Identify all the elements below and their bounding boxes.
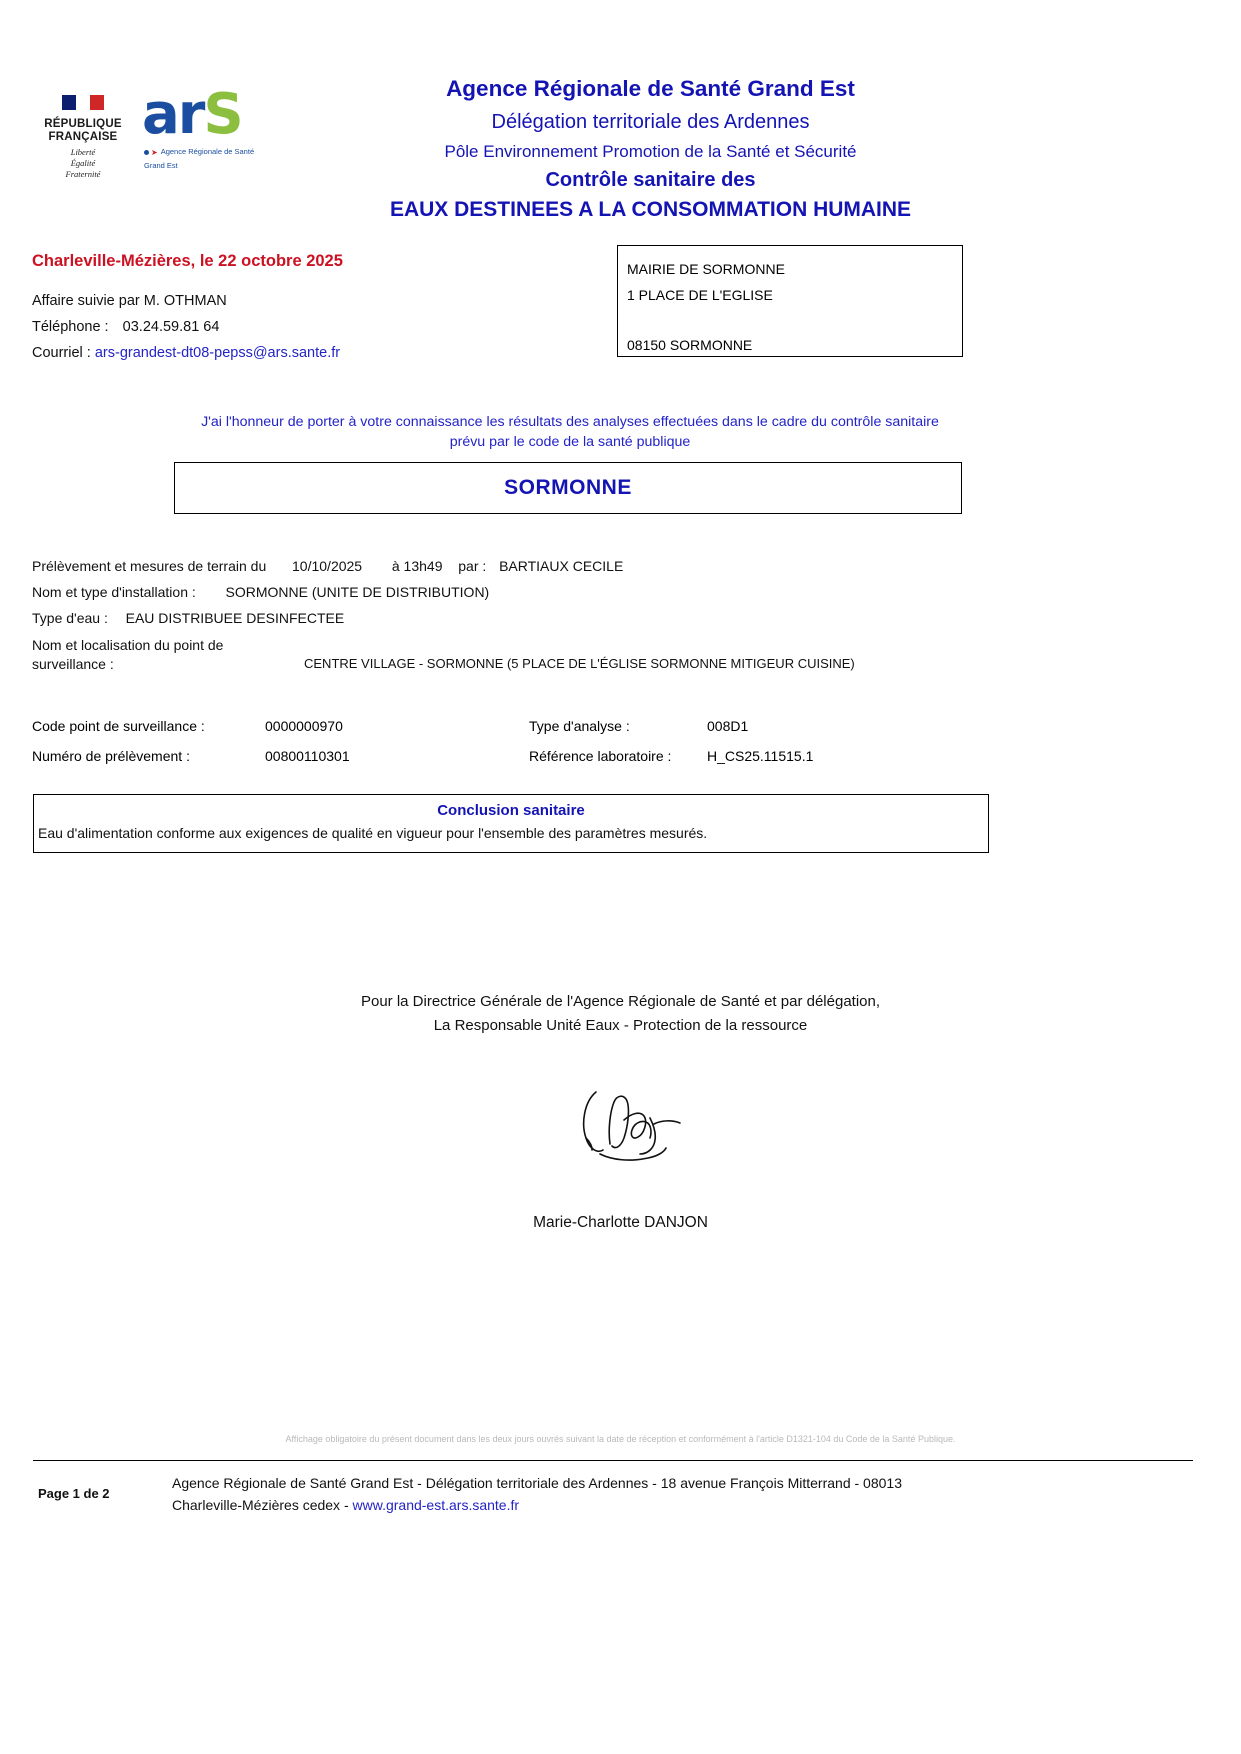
phone-row	[32, 314, 340, 340]
dot-icon	[144, 150, 149, 155]
republic-motto-fraternite: Fraternité	[65, 168, 101, 179]
prelevement-time: à 13h49	[391, 558, 443, 574]
surveillance-point-value: CENTRE VILLAGE - SORMONNE (5 PLACE DE L'ÉGLISE SORMONNE MITIGEUR CUISINE)	[304, 656, 855, 671]
footer-website-link[interactable]: www.grand-est.ars.sante.fr	[352, 1497, 520, 1513]
header-subtitle-eaux: EAUX DESTINEES A LA CONSOMMATION HUMAINE	[389, 197, 912, 221]
republic-name-line2: FRANÇAISE	[48, 131, 118, 144]
field-prelevement	[32, 558, 1032, 584]
installation-value: SORMONNE (UNITE DE DISTRIBUTION)	[225, 584, 490, 600]
signature-role-line: La Responsable Unité Eaux - Protection de la ressource	[433, 1017, 808, 1034]
ars-region: Grand Est	[144, 161, 178, 170]
lab-ref-value: H_CS25.11515.1	[707, 748, 814, 764]
signatory-name: Marie-Charlotte DANJON	[533, 1214, 708, 1231]
recipient-line-2: 1 PLACE DE L'EGLISE	[627, 287, 773, 303]
signature-image-wrap	[0, 1080, 1241, 1210]
code-point-label: Code point de surveillance :	[32, 718, 205, 734]
email-label: Courriel :	[32, 345, 91, 361]
letter-date: Charleville-Mézières, le 22 octobre 2025	[32, 252, 343, 270]
recipient-line-1: MAIRIE DE SORMONNE	[627, 261, 785, 277]
footer-divider	[33, 1460, 1193, 1461]
republic-motto-liberte: Liberté	[70, 147, 96, 158]
code-row-1	[32, 718, 1032, 748]
commune-box	[174, 462, 962, 514]
code-point-value: 0000000970	[265, 718, 343, 734]
code-fields	[32, 718, 1032, 778]
analysis-type-label: Type d'analyse :	[529, 718, 630, 734]
header-subtitle-controle: Contrôle sanitaire des	[545, 168, 756, 191]
field-installation	[32, 584, 1032, 610]
water-type-label: Type d'eau :	[32, 610, 108, 626]
footer-address	[172, 1472, 902, 1516]
email-row	[32, 340, 340, 366]
phone-label: Téléphone :	[32, 319, 109, 335]
installation-label: Nom et type d'installation :	[32, 584, 196, 600]
field-surveillance-point	[32, 636, 1032, 682]
header-subtitle-delegation: Délégation territoriale des Ardennes	[491, 110, 810, 133]
conclusion-text: Eau d'alimentation conforme aux exigences de qualité en vigueur pour l'ensemble des paramètres mesurés.	[38, 825, 708, 841]
recipient-line-3: 08150 SORMONNE	[627, 337, 753, 353]
republic-name-line1: RÉPUBLIQUE	[44, 118, 122, 130]
intro-paragraph	[160, 412, 980, 452]
prelevement-date: 10/10/2025	[292, 558, 363, 574]
recipient-spacer	[627, 308, 962, 332]
signature-delegation-line: Pour la Directrice Générale de l'Agence Régionale de Santé et par délégation,	[360, 993, 881, 1010]
code-row-2	[32, 748, 1032, 778]
legal-notice: Affichage obligatoire du présent document dans les deux jours ouvrés suivant la date de réception et conformément à l'article D1321-104 du Code de la Santé Publique.	[285, 1434, 956, 1444]
page-number: Page 1 de 2	[38, 1486, 110, 1501]
header-subtitle-pole: Pôle Environnement Promotion de la Santé et Sécurité	[444, 141, 857, 161]
republique-francaise-logo	[42, 95, 124, 179]
signature-block	[0, 990, 1241, 1232]
phone-value: 03.24.59.81 64	[122, 319, 220, 335]
footer-city: Charleville-Mézières cedex -	[172, 1497, 353, 1513]
header-titles	[160, 72, 1141, 225]
sampling-fields	[32, 558, 1032, 682]
conclusion-title: Conclusion sanitaire	[437, 802, 585, 819]
republic-motto-egalite: Égalité	[70, 158, 96, 169]
ars-wordmark-s: S	[203, 82, 242, 147]
commune-name: SORMONNE	[504, 476, 632, 499]
sample-number-label: Numéro de prélèvement :	[32, 748, 190, 764]
prelevement-by-label: par :	[458, 558, 487, 574]
ars-subtitle-text: Agence Régionale de Santé	[160, 147, 255, 156]
water-type-value: EAU DISTRIBUEE DESINFECTEE	[125, 610, 345, 626]
recipient-address-box	[617, 245, 963, 357]
sample-number-value: 00800110301	[265, 748, 350, 764]
page-title: Agence Régionale de Santé Grand Est	[446, 76, 855, 101]
conclusion-box	[33, 794, 989, 853]
footer-address-line-2	[172, 1494, 902, 1516]
french-flag-icon	[62, 95, 104, 110]
arrow-icon: ➤	[151, 147, 158, 157]
lab-ref-label: Référence laboratoire :	[529, 748, 672, 764]
surveillance-point-label: Nom et localisation du point de surveillance :	[32, 637, 224, 672]
contact-block	[32, 288, 340, 366]
document-header	[0, 0, 1241, 250]
analysis-type-value: 008D1	[707, 718, 749, 734]
handwritten-signature-icon	[570, 1080, 710, 1170]
footer-address-line-1: Agence Régionale de Santé Grand Est - Délégation territoriale des Ardennes - 18 avenue François Mitterrand - 08013	[172, 1475, 902, 1491]
case-officer: Affaire suivie par M. OTHMAN	[32, 293, 227, 309]
intro-line-1: J'ai l'honneur de porter à votre connaissance les résultats des analyses effectuées dans le cadre du contrôle sanitaire	[201, 414, 939, 430]
email-value[interactable]: ars-grandest-dt08-pepss@ars.sante.fr	[94, 345, 341, 361]
intro-line-2: prévu par le code de la santé publique	[449, 434, 691, 450]
prelevement-label: Prélèvement et mesures de terrain du	[32, 558, 267, 574]
prelevement-by-value: BARTIAUX CECILE	[499, 558, 624, 574]
field-water-type	[32, 610, 1032, 636]
ars-wordmark-ar: ar	[142, 82, 204, 147]
